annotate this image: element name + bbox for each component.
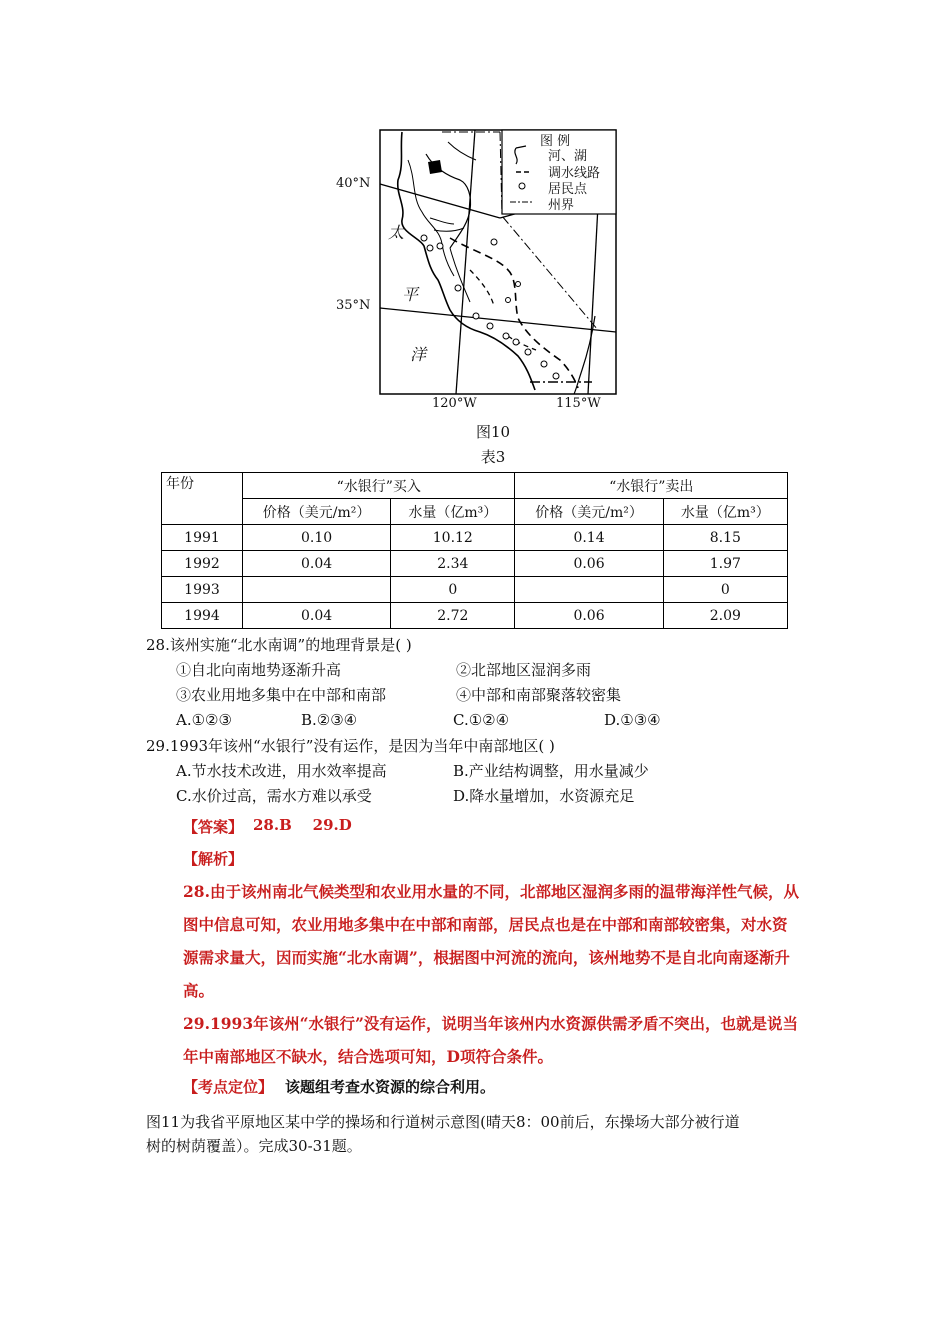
cell-sell-price: [515, 577, 663, 603]
q28-option-d: D.①③④: [604, 711, 661, 729]
cell-sell-price: 0.06: [515, 603, 663, 629]
q28-option-c: C.①②④: [453, 711, 510, 729]
legend-item-settlement: 居民点: [548, 182, 588, 197]
table-row: [162, 551, 788, 577]
q28-statement-3: ③农业用地多集中在中部和南部: [176, 686, 387, 704]
ocean-char-yang: 洋: [410, 345, 427, 364]
q28-statement-1: ①自北向南地势逐渐升高: [176, 661, 342, 679]
cell-buy-price: 0.10: [243, 525, 391, 551]
key-point-text: 该题组考查水资源的综合利用。: [285, 1078, 496, 1096]
q28-option-a: A.①②③: [176, 711, 232, 729]
header-buy-price: 价格（美元/m²）: [243, 499, 391, 525]
ocean-char-tai: 太: [388, 223, 405, 242]
lon-label-115w: 115°W: [556, 396, 601, 411]
cell-sell-volume: 1.97: [663, 551, 787, 577]
q29-option-b: B.产业结构调整，用水量减少: [453, 762, 649, 780]
map-figure: [330, 120, 630, 420]
analysis-28-line-1: 28.由于该州南北气候类型和农业用水量的不同，北部地区湿润多雨的温带海洋性气候，从: [183, 882, 799, 901]
analysis-29-line-1: 29.1993年该州“水银行”没有运作，说明当年该州内水资源供需矛盾不突出，也就是说当: [183, 1014, 798, 1033]
cell-sell-volume: 8.15: [663, 525, 787, 551]
analysis-28-line-3: 源需求量大，因而实施“北水南调”，根据图中河流的流向，该州地势不是自北向南逐渐升: [183, 948, 790, 967]
cell-sell-price: 0.14: [515, 525, 663, 551]
q28-stem: 28.该州实施“北水南调”的地理背景是( ): [146, 636, 412, 654]
key-point-label: 【考点定位】: [183, 1078, 274, 1096]
lat-label-35n: 35°N: [336, 298, 371, 313]
answer-label: 【答案】: [183, 818, 244, 836]
cell-buy-price: 0.04: [243, 603, 391, 629]
analysis-28-line-4: 高。: [183, 981, 215, 1000]
legend-item-river-lake: 河、湖: [548, 149, 588, 164]
header-buy: “水银行”买入: [243, 473, 515, 499]
table-row: [162, 603, 788, 629]
table-caption: 表3: [480, 448, 506, 466]
header-year: 年份: [162, 473, 243, 525]
q28-statement-2: ②北部地区湿润多雨: [456, 661, 592, 679]
table-header-row: [162, 473, 788, 499]
cell-year: 1994: [162, 603, 243, 629]
cell-buy-price: 0.04: [243, 551, 391, 577]
cell-year: 1993: [162, 577, 243, 603]
answer-value: 28.B 29.D: [253, 816, 352, 834]
q28-option-b: B.②③④: [301, 711, 358, 729]
legend-title: 图 例: [540, 134, 571, 149]
header-sell-price: 价格（美元/m²）: [515, 499, 663, 525]
analysis-label: 【解析】: [183, 850, 244, 868]
cell-sell-volume: 0: [663, 577, 787, 603]
ocean-char-ping: 平: [402, 285, 419, 304]
cell-buy-volume: 0: [391, 577, 515, 603]
table-subheader-row: [162, 499, 788, 525]
q28-statement-4: ④中部和南部聚落较密集: [456, 686, 622, 704]
cell-buy-volume: 2.72: [391, 603, 515, 629]
cell-buy-price: [243, 577, 391, 603]
cell-year: 1992: [162, 551, 243, 577]
cell-year: 1991: [162, 525, 243, 551]
analysis-28-line-2: 图中信息可知，农业用地多集中在中部和南部，居民点也是在中部和南部较密集，对水资: [183, 915, 788, 934]
q29-stem: 29.1993年该州“水银行”没有运作，是因为当年中南部地区( ): [146, 737, 555, 755]
lat-label-40n: 40°N: [336, 176, 371, 191]
header-sell: “水银行”卖出: [515, 473, 788, 499]
next-intro-line-2: 树的树荫覆盖）。完成30-31题。: [146, 1137, 362, 1155]
cell-buy-volume: 2.34: [391, 551, 515, 577]
q29-option-d: D.降水量增加，水资源充足: [453, 787, 635, 805]
analysis-29-line-2: 年中南部地区不缺水，结合选项可知，D项符合条件。: [183, 1047, 553, 1066]
figure-caption: 图10: [475, 423, 511, 441]
cell-buy-volume: 10.12: [391, 525, 515, 551]
water-bank-table: [161, 472, 788, 629]
legend-item-transfer-route: 调水线路: [548, 166, 601, 181]
cell-sell-price: 0.06: [515, 551, 663, 577]
table-row: [162, 577, 788, 603]
legend-item-state-border: 州界: [548, 198, 575, 213]
header-buy-volume: 水量（亿m³）: [391, 499, 515, 525]
cell-sell-volume: 2.09: [663, 603, 787, 629]
header-sell-volume: 水量（亿m³）: [663, 499, 787, 525]
q29-option-c: C.水价过高，需水方难以承受: [176, 787, 372, 805]
table-row: [162, 525, 788, 551]
q29-option-a: A.节水技术改进，用水效率提高: [176, 762, 387, 780]
next-intro-line-1: 图11为我省平原地区某中学的操场和行道树示意图(晴天8：00前后，东操场大部分被行道: [146, 1113, 740, 1131]
lon-label-120w: 120°W: [432, 396, 477, 411]
